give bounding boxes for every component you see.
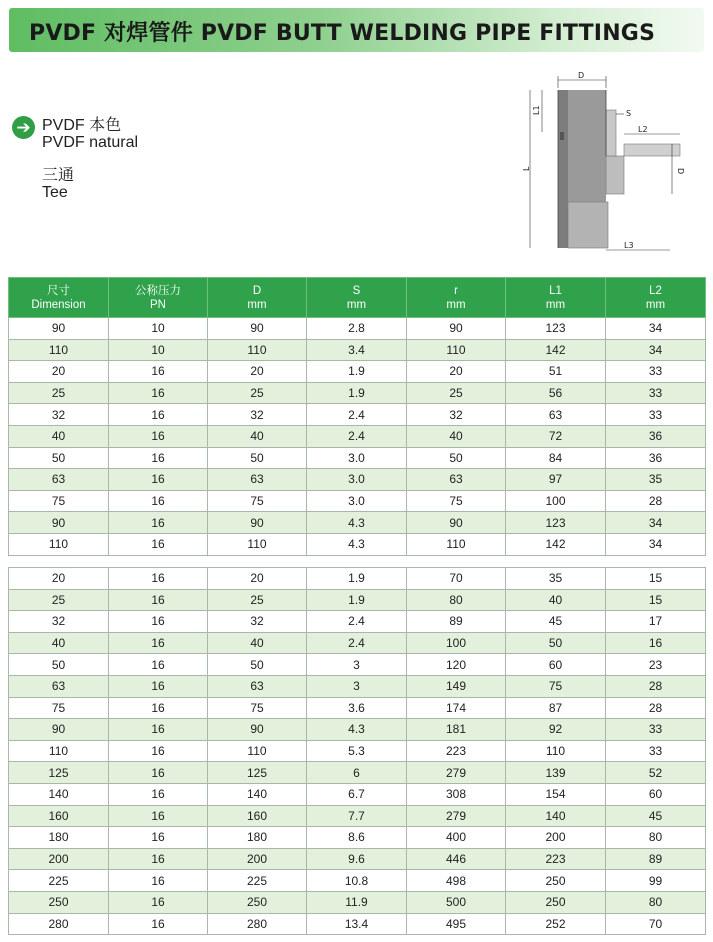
table-cell: 1.9 bbox=[307, 568, 407, 590]
table-cell: 25 bbox=[208, 589, 307, 611]
table-cell: 16 bbox=[109, 469, 208, 491]
table-cell: 223 bbox=[506, 848, 606, 870]
table-row bbox=[9, 490, 706, 512]
column-header-bottom: mm bbox=[247, 298, 267, 311]
table-cell: 99 bbox=[606, 870, 706, 892]
table-cell: 16 bbox=[109, 533, 208, 555]
table-cell: 16 bbox=[109, 827, 208, 849]
table-cell: 60 bbox=[606, 783, 706, 805]
dim-s-label: S bbox=[626, 109, 632, 118]
table-cell: 16 bbox=[109, 675, 208, 697]
branch-pipe bbox=[606, 156, 624, 194]
table-cell: 110 bbox=[9, 740, 109, 762]
table-cell: 11.9 bbox=[307, 891, 407, 913]
table-cell: 200 bbox=[208, 848, 307, 870]
table-cell: 174 bbox=[407, 697, 506, 719]
column-header bbox=[9, 278, 109, 318]
table-cell: 50 bbox=[208, 447, 307, 469]
table-cell: 63 bbox=[407, 469, 506, 491]
table-cell: 90 bbox=[208, 318, 307, 340]
table-cell: 40 bbox=[9, 632, 109, 654]
table-cell: 75 bbox=[208, 490, 307, 512]
table-cell: 16 bbox=[109, 783, 208, 805]
table-cell: 90 bbox=[9, 512, 109, 534]
table-cell: 123 bbox=[506, 512, 606, 534]
table-row bbox=[9, 654, 706, 676]
table-cell: 16 bbox=[109, 870, 208, 892]
table-cell: 63 bbox=[506, 404, 606, 426]
table-cell: 2.4 bbox=[307, 425, 407, 447]
column-header-bottom: mm bbox=[446, 298, 466, 311]
column-header-bottom: mm bbox=[645, 298, 666, 311]
table-cell: 279 bbox=[407, 762, 506, 784]
table-cell: 16 bbox=[109, 848, 208, 870]
table-row bbox=[9, 740, 706, 762]
table-cell: 33 bbox=[606, 382, 706, 404]
table-cell: 142 bbox=[506, 339, 606, 361]
column-header-bottom: mm bbox=[346, 298, 367, 311]
table-cell: 2.4 bbox=[307, 404, 407, 426]
table-row bbox=[9, 361, 706, 383]
spec-table-top bbox=[8, 277, 706, 556]
column-header-top: r bbox=[454, 284, 458, 297]
table-cell: 181 bbox=[407, 719, 506, 741]
table-cell: 252 bbox=[506, 913, 606, 935]
table-cell: 280 bbox=[9, 913, 109, 935]
table-cell: 16 bbox=[109, 632, 208, 654]
table-cell: 90 bbox=[407, 318, 506, 340]
table-cell: 90 bbox=[208, 512, 307, 534]
table-cell: 200 bbox=[9, 848, 109, 870]
page-title: PVDF 对焊管件 PVDF BUTT WELDING PIPE FITTINGS bbox=[29, 21, 656, 46]
dim-l1-label: L1 bbox=[532, 105, 541, 115]
table-cell: 16 bbox=[109, 719, 208, 741]
table-cell: 45 bbox=[606, 805, 706, 827]
table-cell: 3 bbox=[307, 654, 407, 676]
column-header bbox=[407, 278, 506, 318]
table-cell: 16 bbox=[109, 490, 208, 512]
table-cell: 100 bbox=[407, 632, 506, 654]
table-cell: 75 bbox=[506, 675, 606, 697]
table-cell: 250 bbox=[208, 891, 307, 913]
table-cell: 3.6 bbox=[307, 697, 407, 719]
table-cell: 250 bbox=[506, 891, 606, 913]
table-row bbox=[9, 697, 706, 719]
table-cell: 8.6 bbox=[307, 827, 407, 849]
table-header-row bbox=[9, 278, 706, 318]
table-cell: 40 bbox=[506, 589, 606, 611]
table-cell: 16 bbox=[109, 891, 208, 913]
table-row bbox=[9, 339, 706, 361]
table-cell: 16 bbox=[109, 404, 208, 426]
table-row bbox=[9, 512, 706, 534]
table-cell: 52 bbox=[606, 762, 706, 784]
column-header bbox=[307, 278, 407, 318]
table-cell: 110 bbox=[208, 533, 307, 555]
table-cell: 40 bbox=[208, 632, 307, 654]
material-en: PVDF natural bbox=[42, 134, 139, 151]
table-cell: 446 bbox=[407, 848, 506, 870]
table-row bbox=[9, 632, 706, 654]
table-cell: 32 bbox=[208, 404, 307, 426]
table-cell: 33 bbox=[606, 719, 706, 741]
table-cell: 9.6 bbox=[307, 848, 407, 870]
table-cell: 10 bbox=[109, 339, 208, 361]
table-cell: 20 bbox=[9, 568, 109, 590]
column-header bbox=[208, 278, 307, 318]
table-cell: 2.4 bbox=[307, 632, 407, 654]
table-cell: 33 bbox=[606, 361, 706, 383]
table-cell: 72 bbox=[506, 425, 606, 447]
table-cell: 50 bbox=[9, 654, 109, 676]
table-cell: 225 bbox=[208, 870, 307, 892]
table-cell: 80 bbox=[606, 827, 706, 849]
table-cell: 63 bbox=[208, 675, 307, 697]
table-cell: 97 bbox=[506, 469, 606, 491]
table-cell: 40 bbox=[208, 425, 307, 447]
table-cell: 110 bbox=[506, 740, 606, 762]
table-cell: 23 bbox=[606, 654, 706, 676]
column-header bbox=[109, 278, 208, 318]
table-cell: 20 bbox=[208, 568, 307, 590]
table-cell: 2.8 bbox=[307, 318, 407, 340]
table-cell: 16 bbox=[606, 632, 706, 654]
table-cell: 70 bbox=[407, 568, 506, 590]
table-cell: 280 bbox=[208, 913, 307, 935]
table-cell: 400 bbox=[407, 827, 506, 849]
table-row bbox=[9, 913, 706, 935]
table-cell: 16 bbox=[109, 697, 208, 719]
table-cell: 15 bbox=[606, 589, 706, 611]
table-cell: 4.3 bbox=[307, 512, 407, 534]
table-cell: 139 bbox=[506, 762, 606, 784]
table-cell: 16 bbox=[109, 740, 208, 762]
table-cell: 16 bbox=[109, 361, 208, 383]
spec-table-bottom bbox=[8, 567, 706, 935]
column-header-top: L2 bbox=[649, 284, 662, 297]
table-cell: 225 bbox=[9, 870, 109, 892]
table-cell: 63 bbox=[9, 469, 109, 491]
table-cell: 32 bbox=[208, 611, 307, 633]
dim-l2-label: L2 bbox=[638, 125, 648, 134]
column-header-top: L1 bbox=[549, 284, 562, 297]
table-row bbox=[9, 469, 706, 491]
type-en: Tee bbox=[42, 184, 68, 201]
table-cell: 110 bbox=[407, 533, 506, 555]
table-cell: 34 bbox=[606, 318, 706, 340]
table-cell: 16 bbox=[109, 447, 208, 469]
table-cell: 80 bbox=[606, 891, 706, 913]
table-cell: 50 bbox=[9, 447, 109, 469]
table-cell: 20 bbox=[407, 361, 506, 383]
table-cell: 16 bbox=[109, 762, 208, 784]
table-cell: 50 bbox=[407, 447, 506, 469]
table-cell: 7.7 bbox=[307, 805, 407, 827]
title-banner bbox=[9, 8, 704, 52]
table-cell: 32 bbox=[9, 404, 109, 426]
column-header-top: S bbox=[352, 284, 361, 297]
table-cell: 32 bbox=[407, 404, 506, 426]
table-cell: 200 bbox=[506, 827, 606, 849]
table-cell: 110 bbox=[9, 533, 109, 555]
table-cell: 16 bbox=[109, 913, 208, 935]
table-cell: 45 bbox=[506, 611, 606, 633]
type-cn: 三通 bbox=[42, 167, 75, 184]
column-header-top: 尺寸 bbox=[47, 284, 70, 297]
table-cell: 308 bbox=[407, 783, 506, 805]
table-cell: 6 bbox=[307, 762, 407, 784]
table-cell: 3.4 bbox=[307, 339, 407, 361]
dim-d-right-label: D bbox=[676, 168, 685, 175]
table-cell: 90 bbox=[208, 719, 307, 741]
table-row bbox=[9, 611, 706, 633]
table-row bbox=[9, 533, 706, 555]
table-cell: 3.0 bbox=[307, 490, 407, 512]
table-cell: 25 bbox=[9, 589, 109, 611]
dim-d-top-label: D bbox=[578, 71, 585, 80]
column-header-bottom: mm bbox=[545, 298, 566, 311]
table-cell: 25 bbox=[208, 382, 307, 404]
table-cell: 223 bbox=[407, 740, 506, 762]
column-header-top: 公称压力 bbox=[135, 284, 181, 297]
table-cell: 36 bbox=[606, 425, 706, 447]
table-cell: 16 bbox=[109, 425, 208, 447]
table-cell: 16 bbox=[109, 382, 208, 404]
table-cell: 25 bbox=[407, 382, 506, 404]
table-cell: 2.4 bbox=[307, 611, 407, 633]
table-cell: 17 bbox=[606, 611, 706, 633]
dim-l3-label: L3 bbox=[624, 241, 634, 250]
arrow-right-icon: ➔ bbox=[12, 116, 35, 139]
table-cell: 4.3 bbox=[307, 533, 407, 555]
table-cell: 84 bbox=[506, 447, 606, 469]
table-cell: 154 bbox=[506, 783, 606, 805]
table-cell: 90 bbox=[9, 719, 109, 741]
table-row bbox=[9, 675, 706, 697]
dim-l-label: L bbox=[522, 166, 531, 171]
column-header-bottom: PN bbox=[150, 298, 166, 311]
table-cell: 89 bbox=[606, 848, 706, 870]
table-cell: 16 bbox=[109, 654, 208, 676]
table-cell: 15 bbox=[606, 568, 706, 590]
table-cell: 34 bbox=[606, 339, 706, 361]
table-cell: 250 bbox=[9, 891, 109, 913]
table-cell: 56 bbox=[506, 382, 606, 404]
table-cell: 75 bbox=[407, 490, 506, 512]
table-cell: 3.0 bbox=[307, 469, 407, 491]
table-cell: 180 bbox=[9, 827, 109, 849]
table-row bbox=[9, 827, 706, 849]
table-cell: 140 bbox=[506, 805, 606, 827]
table-cell: 92 bbox=[506, 719, 606, 741]
table-cell: 279 bbox=[407, 805, 506, 827]
table-cell: 1.9 bbox=[307, 382, 407, 404]
table-cell: 90 bbox=[407, 512, 506, 534]
table-cell: 63 bbox=[208, 469, 307, 491]
table-cell: 20 bbox=[9, 361, 109, 383]
table-cell: 6.7 bbox=[307, 783, 407, 805]
column-header bbox=[606, 278, 706, 318]
table-cell: 33 bbox=[606, 404, 706, 426]
table-cell: 149 bbox=[407, 675, 506, 697]
column-header-top: D bbox=[252, 284, 262, 297]
table-cell: 90 bbox=[9, 318, 109, 340]
table-cell: 3.0 bbox=[307, 447, 407, 469]
table-cell: 28 bbox=[606, 675, 706, 697]
table-cell: 35 bbox=[606, 469, 706, 491]
material-cn: PVDF 本色 bbox=[42, 117, 122, 134]
table-cell: 160 bbox=[9, 805, 109, 827]
table-cell: 160 bbox=[208, 805, 307, 827]
table-cell: 140 bbox=[9, 783, 109, 805]
table-cell: 32 bbox=[9, 611, 109, 633]
table-cell: 75 bbox=[9, 490, 109, 512]
table-cell: 35 bbox=[506, 568, 606, 590]
table-cell: 110 bbox=[208, 339, 307, 361]
table-row bbox=[9, 404, 706, 426]
table-cell: 89 bbox=[407, 611, 506, 633]
table-cell: 3 bbox=[307, 675, 407, 697]
table-cell: 16 bbox=[109, 805, 208, 827]
table-row bbox=[9, 762, 706, 784]
table-cell: 125 bbox=[208, 762, 307, 784]
table-cell: 87 bbox=[506, 697, 606, 719]
column-header bbox=[506, 278, 606, 318]
table-cell: 34 bbox=[606, 512, 706, 534]
table-cell: 70 bbox=[606, 913, 706, 935]
table-row bbox=[9, 447, 706, 469]
tee-drawing bbox=[520, 70, 700, 260]
table-row bbox=[9, 568, 706, 590]
table-cell: 13.4 bbox=[307, 913, 407, 935]
table-cell: 500 bbox=[407, 891, 506, 913]
table-cell: 110 bbox=[208, 740, 307, 762]
table-row bbox=[9, 719, 706, 741]
table-cell: 142 bbox=[506, 533, 606, 555]
table-cell: 250 bbox=[506, 870, 606, 892]
table-cell: 1.9 bbox=[307, 589, 407, 611]
table-cell: 40 bbox=[407, 425, 506, 447]
table-cell: 75 bbox=[9, 697, 109, 719]
table-cell: 36 bbox=[606, 447, 706, 469]
table-cell: 50 bbox=[208, 654, 307, 676]
table-cell: 10.8 bbox=[307, 870, 407, 892]
table-cell: 495 bbox=[407, 913, 506, 935]
table-cell: 123 bbox=[506, 318, 606, 340]
table-cell: 125 bbox=[9, 762, 109, 784]
table-row bbox=[9, 848, 706, 870]
table-cell: 16 bbox=[109, 589, 208, 611]
table-row bbox=[9, 425, 706, 447]
table-row bbox=[9, 805, 706, 827]
table-cell: 10 bbox=[109, 318, 208, 340]
table-cell: 100 bbox=[506, 490, 606, 512]
table-cell: 80 bbox=[407, 589, 506, 611]
table-cell: 4.3 bbox=[307, 719, 407, 741]
table-cell: 25 bbox=[9, 382, 109, 404]
table-row bbox=[9, 783, 706, 805]
table-cell: 120 bbox=[407, 654, 506, 676]
table-cell: 63 bbox=[9, 675, 109, 697]
table-row bbox=[9, 382, 706, 404]
table-cell: 28 bbox=[606, 490, 706, 512]
table-cell: 51 bbox=[506, 361, 606, 383]
table-cell: 1.9 bbox=[307, 361, 407, 383]
table-row bbox=[9, 589, 706, 611]
table-cell: 75 bbox=[208, 697, 307, 719]
table-cell: 180 bbox=[208, 827, 307, 849]
table-cell: 33 bbox=[606, 740, 706, 762]
table-row bbox=[9, 318, 706, 340]
table-cell: 60 bbox=[506, 654, 606, 676]
table-cell: 40 bbox=[9, 425, 109, 447]
table-cell: 140 bbox=[208, 783, 307, 805]
table-cell: 5.3 bbox=[307, 740, 407, 762]
table-cell: 34 bbox=[606, 533, 706, 555]
table-cell: 110 bbox=[9, 339, 109, 361]
table-cell: 28 bbox=[606, 697, 706, 719]
table-cell: 498 bbox=[407, 870, 506, 892]
table-cell: 16 bbox=[109, 568, 208, 590]
table-cell: 16 bbox=[109, 611, 208, 633]
table-row bbox=[9, 870, 706, 892]
table-cell: 20 bbox=[208, 361, 307, 383]
table-cell: 50 bbox=[506, 632, 606, 654]
column-header-bottom: Dimension bbox=[31, 298, 86, 311]
table-cell: 110 bbox=[407, 339, 506, 361]
table-cell: 16 bbox=[109, 512, 208, 534]
table-row bbox=[9, 891, 706, 913]
